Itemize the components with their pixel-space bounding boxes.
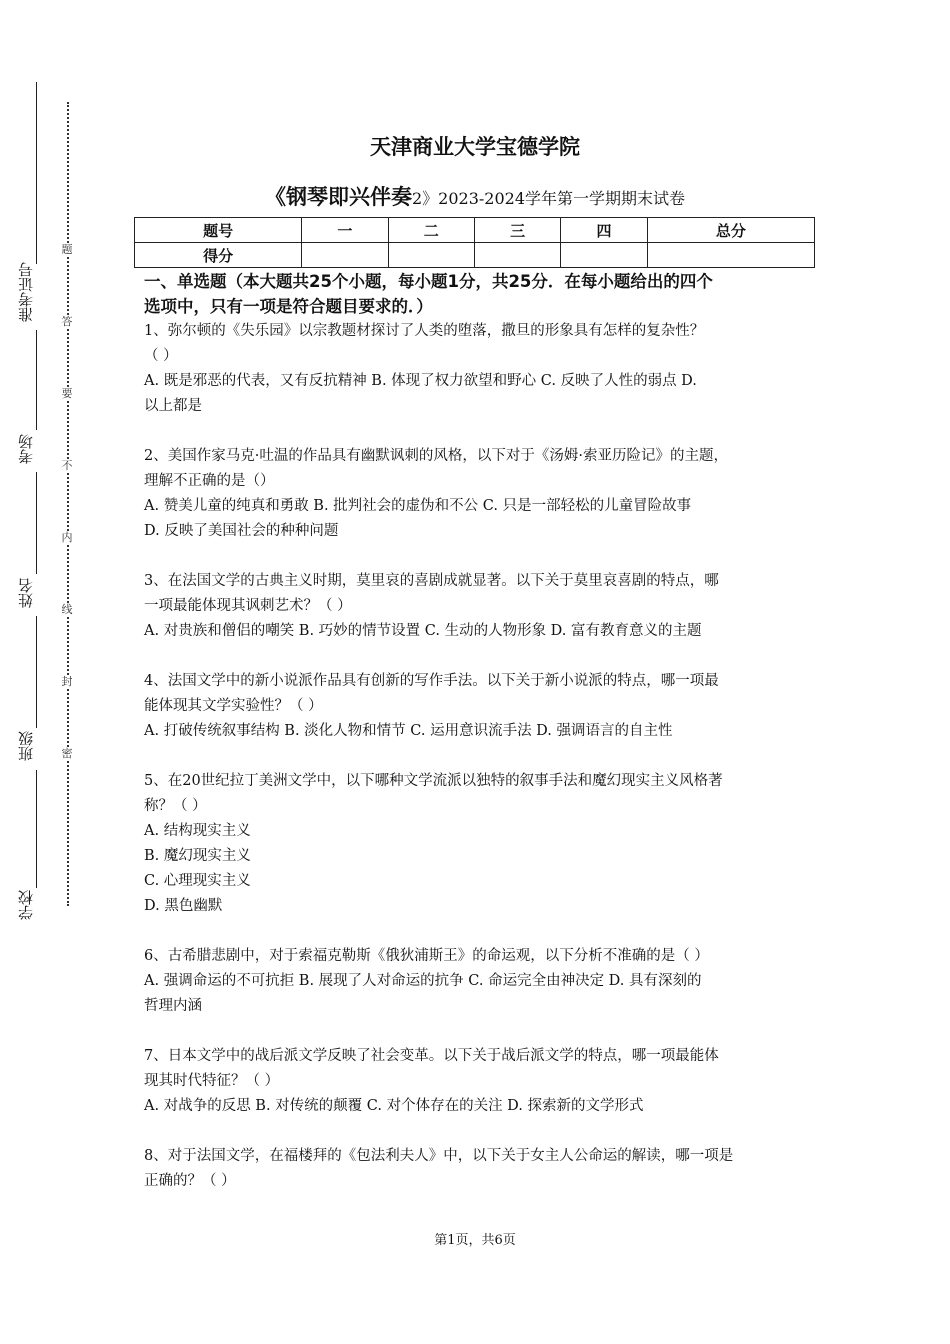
class-label: 班级 (17, 731, 35, 761)
question-line: 3、在法国文学的古典主义时期，莫里哀的喜剧成就显著。以下关于莫里哀喜剧的特点，哪 (144, 573, 719, 589)
score-cell: 总分 (647, 218, 814, 243)
seal-char: 内 (61, 531, 73, 544)
score-cell (561, 243, 647, 268)
seal-char: 线 (61, 603, 73, 616)
question-line: 2、美国作家马克·吐温的作品具有幽默讽刺的风格，以下对于《汤姆·索亚历险记》的主题， (144, 448, 728, 464)
score-cell: 三 (474, 218, 560, 243)
exam-room-label: 考场 (17, 434, 35, 464)
name-label: 姓名 (17, 578, 35, 608)
question-line: B. 魔幻现实主义 (144, 848, 251, 864)
question-line: A. 打破传统叙事结构 B. 淡化人物和情节 C. 运用意识流手法 D. 强调语言的自主性 (144, 723, 673, 739)
exam-content (144, 269, 816, 1194)
score-cell (647, 243, 814, 268)
question-line: D. 黑色幽默 (144, 898, 223, 914)
question-line: 6、古希腊悲剧中，对于索福克勒斯《俄狄浦斯王》的命运观，以下分析不准确的是（ ） (144, 948, 709, 964)
seal-char: 答 (61, 315, 73, 328)
section-heading-line: 选项中，只有一项是符合题目要求的．） (144, 297, 433, 316)
course-name: 《钢琴即兴伴奏 (264, 185, 412, 209)
question-line: 8、对于法国文学，在福楼拜的《包法利夫人》中，以下关于女主人公命运的解读，哪一项是 (144, 1148, 734, 1164)
score-cell: 四 (561, 218, 647, 243)
question-5 (144, 769, 816, 919)
question-line: 4、法国文学中的新小说派作品具有创新的写作手法。以下关于新小说派的特点，哪一项最 (144, 673, 719, 689)
question-line: A. 对贵族和僧侣的嘲笑 B. 巧妙的情节设置 C. 生动的人物形象 D. 富有教育意义的主题 (144, 623, 702, 639)
seal-char: 密 (61, 747, 73, 760)
question-line: C. 心理现实主义 (144, 873, 251, 889)
question-line: A. 既是邪恶的代表，又有反抗精神 B. 体现了权力欲望和野心 C. 反映了人性的弱点 D. (144, 373, 697, 389)
exam-term: 2》2023-2024学年第一学期期末试卷 (411, 189, 686, 208)
question-7 (144, 1044, 816, 1119)
question-line: 理解不正确的是（） (144, 473, 275, 489)
question-1 (144, 319, 816, 419)
section-heading (144, 269, 816, 319)
section-heading-line: 一、单选题（本大题共25个小题，每小题1分，共25分．在每小题给出的四个 (144, 272, 713, 291)
question-line: 称？（ ） (144, 798, 207, 814)
school-label: 学校 (17, 890, 35, 920)
question-line: A. 赞美儿童的纯真和勇敢 B. 批判社会的虚伪和不公 C. 只是一部轻松的儿童冒险故事 (144, 498, 692, 514)
school-title: 天津商业大学宝德学院 (370, 135, 580, 159)
question-6 (144, 944, 816, 1019)
exam-subtitle (0, 181, 950, 211)
seal-dotted-line (67, 102, 69, 906)
binding-line (36, 770, 37, 888)
score-table-score-row (135, 243, 815, 268)
seal-char: 要 (61, 387, 73, 400)
seal-char: 不 (61, 459, 73, 472)
binding-line (36, 330, 37, 430)
binding-line (36, 82, 37, 264)
question-line: 能体现其文学实验性？（ ） (144, 698, 323, 714)
question-line: 5、在20世纪拉丁美洲文学中，以下哪种文学流派以独特的叙事手法和魔幻现实主义风格著 (144, 773, 723, 789)
score-cell (302, 243, 388, 268)
question-line: 7、日本文学中的战后派文学反映了社会变革。以下关于战后派文学的特点，哪一项最能体 (144, 1048, 719, 1064)
question-line: 1、弥尔顿的《失乐园》以宗教题材探讨了人类的堕落，撒旦的形象具有怎样的复杂性？ (144, 323, 705, 339)
question-8 (144, 1144, 816, 1194)
question-line: A. 结构现实主义 (144, 823, 251, 839)
question-line: A. 强调命运的不可抗拒 B. 展现了人对命运的抗争 C. 命运完全由神决定 D. 具有深刻的 (144, 973, 702, 989)
score-cell: 一 (302, 218, 388, 243)
binding-line (36, 472, 37, 574)
question-line: 现其时代特征？（ ） (144, 1073, 280, 1089)
seal-char: 题 (61, 243, 73, 256)
question-line: 以上都是 (144, 398, 202, 414)
score-cell: 二 (388, 218, 474, 243)
page-footer: 第1页，共6页 (434, 1233, 516, 1248)
seal-char: 封 (61, 675, 73, 688)
question-line: 正确的？（ ） (144, 1173, 236, 1189)
question-line: 一项最能体现其讽刺艺术？（ ） (144, 598, 352, 614)
question-line: A. 对战争的反思 B. 对传统的颠覆 C. 对个体存在的关注 D. 探索新的文学形式 (144, 1098, 644, 1114)
score-cell (388, 243, 474, 268)
question-line: 哲理内涵 (144, 998, 202, 1014)
question-line: （ ） (144, 348, 178, 364)
question-2 (144, 444, 816, 544)
score-cell: 得分 (135, 243, 302, 268)
score-table-header-row (135, 218, 815, 243)
question-line: D. 反映了美国社会的种种问题 (144, 523, 339, 539)
score-table (134, 217, 815, 268)
question-3 (144, 569, 816, 644)
exam-number-label: 准考证号 (17, 262, 35, 322)
score-cell (474, 243, 560, 268)
question-4 (144, 669, 816, 744)
binding-line (36, 616, 37, 728)
score-cell: 题号 (135, 218, 302, 243)
